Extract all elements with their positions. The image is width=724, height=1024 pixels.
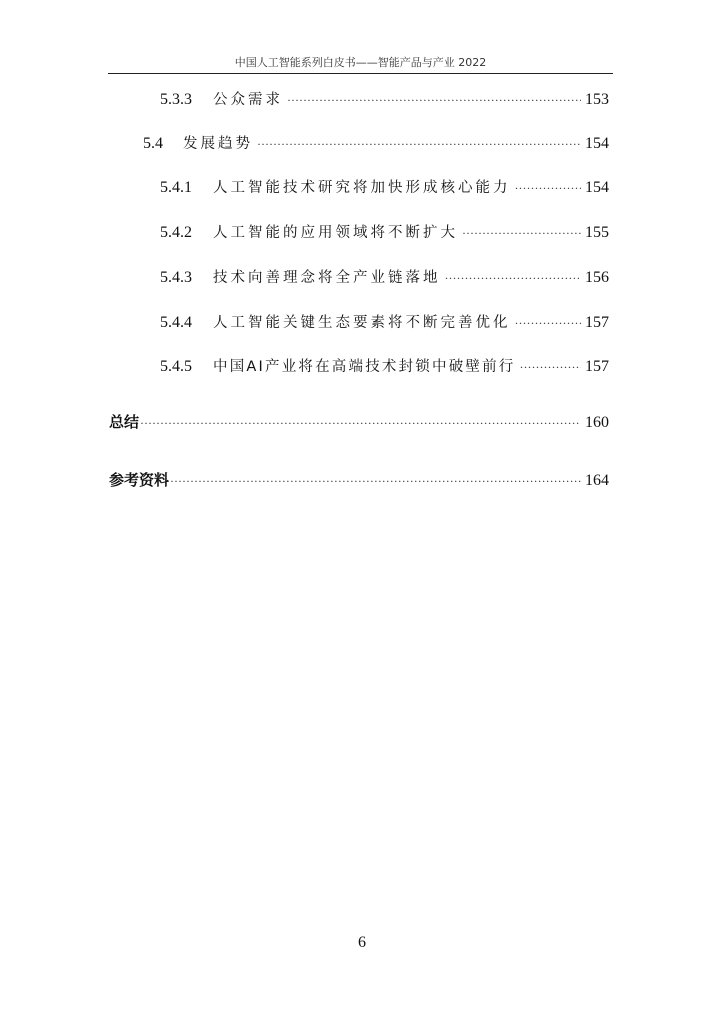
toc-entry[interactable] bbox=[160, 177, 609, 199]
toc-title: 人工智能关键生态要素将不断完善优化 bbox=[213, 315, 511, 331]
toc-entry[interactable] bbox=[160, 267, 609, 289]
toc-page: 155 bbox=[585, 224, 609, 241]
toc-entry[interactable] bbox=[160, 356, 609, 378]
toc-entry[interactable] bbox=[160, 89, 609, 111]
page-number: 6 bbox=[358, 934, 366, 951]
toc-title: 总结 bbox=[109, 413, 140, 431]
leader-dots bbox=[520, 356, 582, 378]
toc-entry[interactable] bbox=[160, 312, 609, 334]
leader-dots bbox=[170, 470, 581, 492]
toc-number: 5.4.5 bbox=[160, 358, 192, 375]
toc-entry[interactable] bbox=[143, 133, 609, 155]
toc-page: 153 bbox=[585, 91, 609, 108]
toc-page: 164 bbox=[585, 472, 609, 489]
toc-number: 5.4.1 bbox=[160, 179, 192, 196]
leader-dots bbox=[515, 177, 582, 199]
toc-page: 157 bbox=[585, 314, 609, 331]
toc-title: 参考资料 bbox=[109, 471, 170, 489]
toc-number: 5.4.4 bbox=[160, 314, 192, 331]
leader-dots bbox=[140, 412, 581, 434]
leader-dots bbox=[445, 267, 582, 289]
leader-dots bbox=[515, 312, 582, 334]
toc-number: 5.4.2 bbox=[160, 224, 192, 241]
toc-page: 160 bbox=[585, 414, 609, 431]
toc-title: 公众需求 bbox=[213, 92, 283, 108]
toc-title: 中国AI产业将在高端技术封锁中破壁前行 bbox=[213, 359, 516, 375]
toc-entry-references[interactable] bbox=[109, 469, 609, 491]
leader-dots bbox=[257, 133, 581, 155]
toc-page: 156 bbox=[585, 269, 609, 286]
toc-entry[interactable] bbox=[160, 222, 609, 244]
leader-dots bbox=[462, 222, 581, 244]
header-rule bbox=[108, 73, 613, 74]
leader-dots bbox=[287, 89, 581, 111]
toc-entry-summary[interactable] bbox=[109, 411, 609, 433]
toc-title: 人工智能技术研究将加快形成核心能力 bbox=[213, 180, 511, 196]
toc-page: 154 bbox=[585, 135, 609, 152]
toc-title: 人工智能的应用领域将不断扩大 bbox=[213, 225, 458, 241]
toc-number: 5.4 bbox=[143, 135, 163, 152]
toc-page: 154 bbox=[585, 179, 609, 196]
toc-title: 技术向善理念将全产业链落地 bbox=[213, 270, 441, 286]
toc-number: 5.4.3 bbox=[160, 269, 192, 286]
toc-title: 发展趋势 bbox=[183, 136, 253, 152]
toc-page: 157 bbox=[585, 358, 609, 375]
running-header: 中国人工智能系列白皮书——智能产品与产业 2022 bbox=[234, 56, 487, 69]
toc-number: 5.3.3 bbox=[160, 91, 192, 108]
